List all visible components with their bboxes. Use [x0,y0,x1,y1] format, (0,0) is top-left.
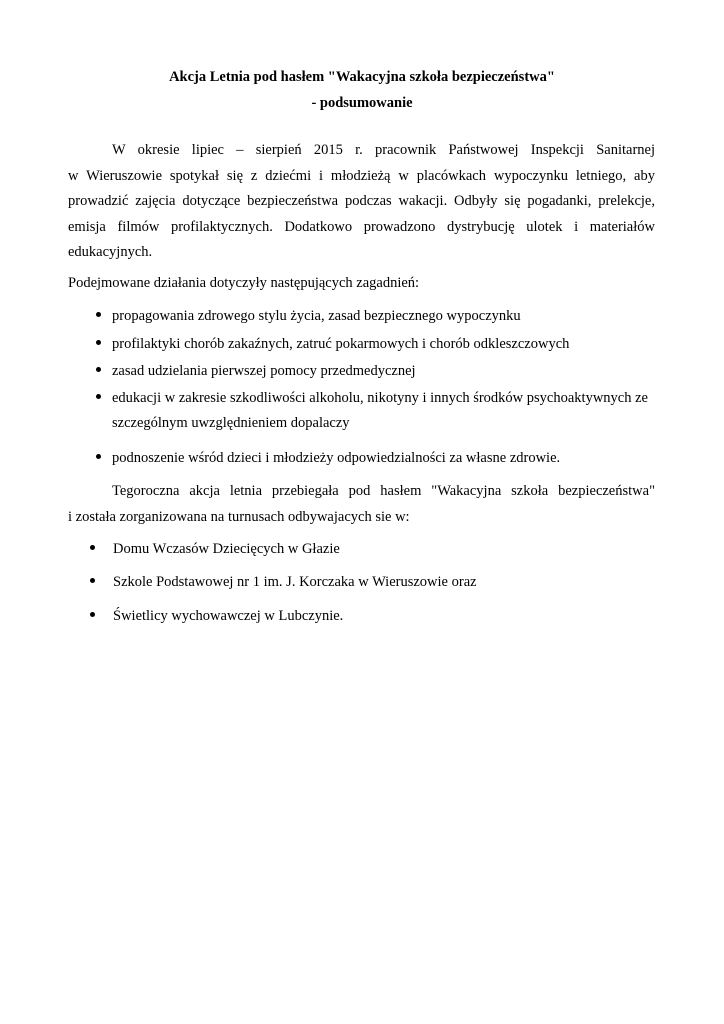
list-item: profilaktyki chorób zakaźnych, zatruć pokarmowych i chorób odkleszczowych [112,336,570,352]
list-item-continuation: szczególnym uwzględnieniem dopalaczy [112,415,350,431]
intro-line: emisja filmów profilaktycznych. Dodatkowo prowadzono dystrybucję ulotek i materiałów [68,218,655,235]
summary-line: Tegoroczna akcja letnia przebiegała pod hasłem "Wakacyjna szkoła bezpieczeństwa" [112,483,655,499]
intro-line: edukacyjnych. [68,244,153,260]
list-item: Szkole Podstawowej nr 1 im. J. Korczaka w Wieruszowie oraz [113,574,477,590]
list-item: podnoszenie wśród dzieci i młodzieży odpowiedzialności za własne zdrowie. [112,450,561,466]
intro-line: w Wieruszowie spotykał się z dziećmi i młodzieżą w placówkach wypoczynku letniego, aby [68,167,655,184]
intro-line: W okresie lipiec – sierpień 2015 r. pracownik Państwowej Inspekcji Sanitarnej [112,142,655,158]
summary-paragraph [68,479,655,530]
bullet-icon [96,454,101,459]
list-item: Domu Wczasów Dziecięcych w Głazie [113,541,340,557]
list-item: zasad udzielania pierwszej pomocy przedmedycznej [112,363,416,379]
bullet-icon [90,545,95,550]
bullet-icon [96,312,101,317]
bullet-icon [96,394,101,399]
list-item: edukacji w zakresie szkodliwości alkoholu, nikotyny i innych środków psychoaktywnych ze [112,390,648,406]
list-item: propagowania zdrowego stylu życia, zasad bezpiecznego wypoczynku [112,308,521,324]
topics-lead-text: Podejmowane działania dotyczyły następujących zagadnień: [68,275,420,291]
list-item: Świetlicy wychowawczej w Lubczynie. [113,608,344,624]
document-subtitle: - podsumowanie [311,95,413,111]
bullet-icon [96,340,101,345]
summary-line: i została zorganizowana na turnusach odbywajacych sie w: [68,508,410,525]
document-title: Akcja Letnia pod hasłem "Wakacyjna szkoła bezpieczeństwa" [169,69,555,85]
intro-paragraph [68,138,655,266]
bullet-icon [96,367,101,372]
intro-line: prowadzić zajęcia dotyczące bezpieczeństwa podczas wakacji. Odbyły się pogadanki, prelekcje, [68,193,655,209]
topics-lead [68,271,655,297]
bullet-icon [90,612,95,617]
bullet-icon [90,578,95,583]
